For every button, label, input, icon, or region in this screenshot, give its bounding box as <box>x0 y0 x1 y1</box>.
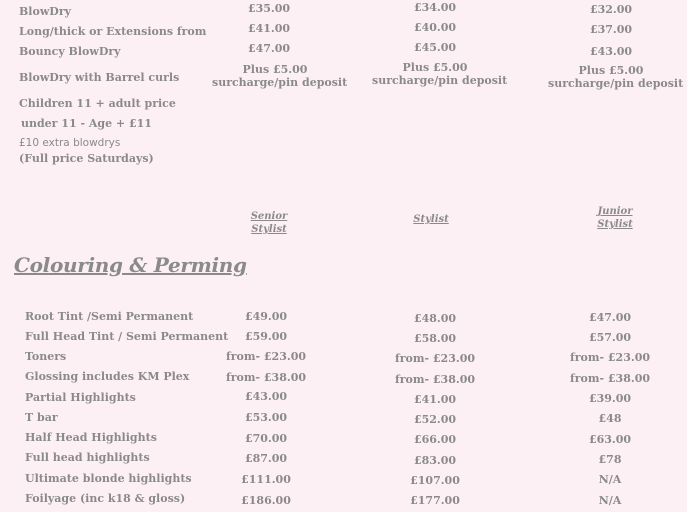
price-junior: N/A <box>598 473 622 486</box>
price-senior: £53.00 <box>244 411 288 424</box>
service-name: Glossing includes KM Plex <box>25 370 190 383</box>
price-senior: from- £38.00 <box>226 371 306 384</box>
service-name: Ultimate blonde highlights <box>25 472 192 485</box>
price-stylist: £52.00 <box>413 413 457 426</box>
header-junior-stylist <box>580 205 650 231</box>
price-stylist: £34.00 <box>413 1 457 14</box>
price-senior: £35.00 <box>247 2 291 15</box>
price-senior: £49.00 <box>244 310 288 323</box>
service-name: Toners <box>25 350 67 363</box>
surcharge-line1: Plus £5.00 <box>402 61 468 74</box>
price-senior: £47.00 <box>247 42 291 55</box>
price-senior: £70.00 <box>244 432 288 445</box>
price-stylist: £40.00 <box>413 21 457 34</box>
price-junior: N/A <box>598 494 622 507</box>
header-line: Stylist <box>597 219 633 230</box>
price-junior: £78 <box>598 453 622 466</box>
surcharge-line2: surcharge/pin deposit <box>372 74 508 87</box>
price-junior: from- £38.00 <box>570 372 650 385</box>
price-stylist: £58.00 <box>413 332 457 345</box>
price-stylist: £83.00 <box>413 454 457 467</box>
surcharge-line1: Plus £5.00 <box>242 63 308 76</box>
price-junior: £48 <box>598 412 622 425</box>
surcharge-line2: surcharge/pin deposit <box>548 77 684 90</box>
service-name: BlowDry <box>19 5 72 18</box>
price-stylist: £48.00 <box>413 312 457 325</box>
surcharge-line2: surcharge/pin deposit <box>212 76 348 89</box>
note-children: Children 11 + adult price <box>19 97 176 110</box>
service-name: Foilyage (inc k18 & gloss) <box>25 492 186 505</box>
surcharge-line1: Plus £5.00 <box>578 64 644 77</box>
price-senior: £41.00 <box>247 22 291 35</box>
service-name: Long/thick or Extensions from <box>19 25 207 38</box>
note-under11: under 11 - Age + £11 <box>21 117 152 130</box>
price-senior: from- £23.00 <box>226 350 306 363</box>
header-line: Senior <box>250 211 288 222</box>
price-junior: £32.00 <box>589 3 633 16</box>
price-stylist: from- £38.00 <box>395 373 475 386</box>
price-junior: £43.00 <box>589 45 633 58</box>
surcharge-senior <box>212 63 348 89</box>
price-senior: £59.00 <box>244 330 288 343</box>
price-senior: £87.00 <box>244 452 288 465</box>
header-senior-stylist <box>234 210 304 236</box>
note-saturday: (Full price Saturdays) <box>19 152 154 165</box>
service-name: Full head highlights <box>25 451 150 464</box>
header-line: Stylist <box>251 224 287 235</box>
price-junior: £47.00 <box>588 311 632 324</box>
price-stylist: £45.00 <box>413 41 457 54</box>
service-name: Full Head Tint / Semi Permanent <box>25 330 229 343</box>
price-senior: £186.00 <box>241 494 291 507</box>
note-extra: £10 extra blowdrys <box>19 137 121 149</box>
header-stylist: Stylist <box>413 214 449 225</box>
price-junior: £57.00 <box>588 331 632 344</box>
surcharge-stylist <box>372 61 508 87</box>
section-title-colouring: Colouring & Perming <box>14 253 247 277</box>
service-name: Root Tint /Semi Permanent <box>25 310 194 323</box>
service-name: BlowDry with Barrel curls <box>19 71 180 84</box>
price-stylist: £107.00 <box>410 474 460 487</box>
service-name: Bouncy BlowDry <box>19 45 121 58</box>
price-stylist: £177.00 <box>410 494 460 507</box>
service-name: Half Head Highlights <box>25 431 157 444</box>
price-junior: from- £23.00 <box>570 351 650 364</box>
service-name: T bar <box>25 411 58 424</box>
price-stylist: from- £23.00 <box>395 352 475 365</box>
surcharge-junior <box>548 64 684 90</box>
price-stylist: £41.00 <box>413 393 457 406</box>
price-senior: £111.00 <box>241 473 291 486</box>
price-junior: £63.00 <box>588 433 632 446</box>
header-line: Junior <box>597 206 633 217</box>
price-junior: £37.00 <box>589 23 633 36</box>
price-stylist: £66.00 <box>413 433 457 446</box>
price-junior: £39.00 <box>588 392 632 405</box>
price-senior: £43.00 <box>244 390 288 403</box>
service-name: Partial Highlights <box>25 391 136 404</box>
